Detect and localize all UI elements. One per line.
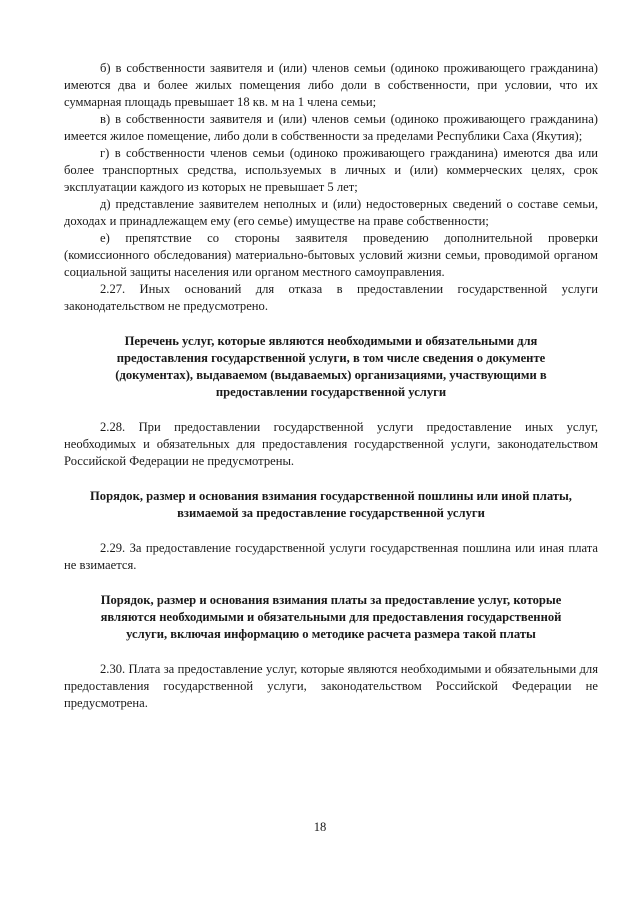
section-heading-services-list: Перечень услуг, которые являются необходимыми и обязательными для предоставления государственной услуги, в том числе сведения о документе (документах), выдаваемом (выдаваемых) организациями, участвующими в предоставлении государственной услуги xyxy=(115,334,547,399)
paragraph-2-29: 2.29. За предоставление государственной услуги государственная пошлина или иная плата не взимается. xyxy=(64,541,598,572)
paragraph-v: в) в собственности заявителя и (или) членов семьи (одиноко проживающего гражданина) имеется жилое помещение, либо доли в собственности за пределами Республики Саха (Якутия); xyxy=(64,112,598,143)
section-heading-fee-methodology: Порядок, размер и основания взимания платы за предоставление услуг, которые являются необходимыми и обязательными для предоставления государственной услуги, включая информацию о методике расчета размера такой платы xyxy=(100,593,562,641)
paragraph-g: г) в собственности членов семьи (одиноко проживающего гражданина) имеются два или более транспортных средства, используемых в личных и (или) коммерческих целях, срок эксплуатации каждого из которых не превышает 5 лет; xyxy=(64,146,598,194)
document-page xyxy=(64,60,598,712)
paragraph-2-30: 2.30. Плата за предоставление услуг, которые являются необходимыми и обязательными для предоставления государственной услуги, законодательством Российской Федерации не предусмотрена. xyxy=(64,662,598,710)
paragraph-e: е) препятствие со стороны заявителя проведению дополнительной проверки (комиссионного обследования) материально-бытовых условий жизни семьи, проводимой органом социальной защиты населения или органом местного самоуправления. xyxy=(64,231,598,279)
paragraph-2-27: 2.27. Иных оснований для отказа в предоставлении государственной услуги законодательством не предусмотрено. xyxy=(64,282,598,313)
paragraph-2-28: 2.28. При предоставлении государственной услуги предоставление иных услуг, необходимых и обязательных для предоставления государственной услуги, законодательством Российской Федерации не предусмотрены. xyxy=(64,420,598,468)
paragraph-b: б) в собственности заявителя и (или) членов семьи (одиноко проживающего гражданина) имеются два и более жилых помещения либо доли в собственности, при условии, что их суммарная площадь превышает 18 кв. м на 1 члена семьи; xyxy=(64,61,598,109)
page-number: 18 xyxy=(313,820,327,834)
paragraph-d: д) представление заявителем неполных и (или) недостоверных сведений о составе семьи, доходах и принадлежащем ему (его семье) имуществе на праве собственности; xyxy=(64,197,598,228)
section-heading-state-fee: Порядок, размер и основания взимания государственной пошлины или иной платы, взимаемой за предоставление государственной услуги xyxy=(90,489,572,520)
